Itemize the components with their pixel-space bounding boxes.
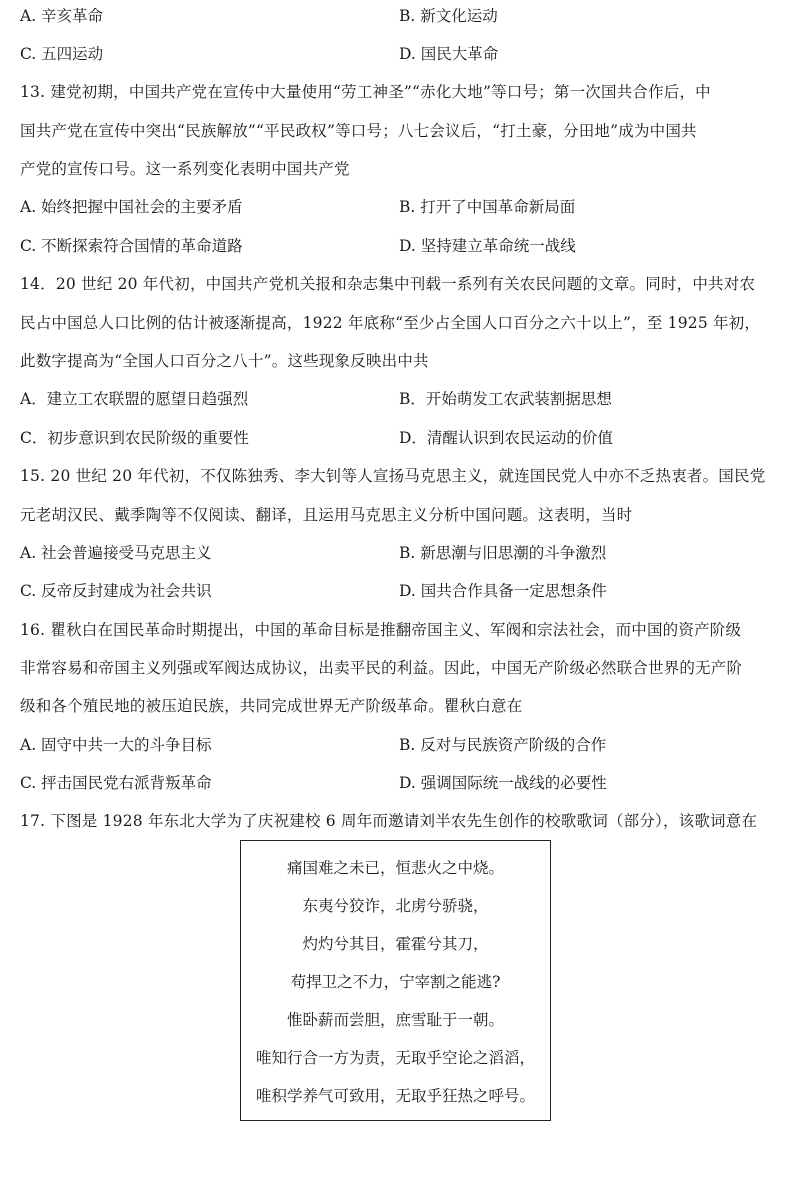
q12-option-d: D. 国民大革命: [399, 45, 499, 63]
lyric-line-1: 痛国难之未已，恒悲火之中烧。: [286, 859, 504, 877]
lyric-line-6: 唯知行合一方为责，无取乎空论之滔滔，: [255, 1049, 535, 1067]
q15-stem-line-2: 元老胡汉民、戴季陶等不仅阅读、翻译，且运用马克思主义分析中国问题。这表明，当时: [20, 506, 633, 524]
song-lyrics-box: [240, 840, 551, 1121]
q13-stem-line-2: 国共产党在宣传中突出“民族解放”“平民政权”等口号；八七会议后，“打土豪，分田地”成为中国共: [20, 122, 697, 140]
q15-stem-line-1: 15. 20 世纪 20 年代初，不仅陈独秀、李大钊等人宣扬马克思主义，就连国民党人中亦不乏热衷者。国民党: [20, 467, 766, 485]
q12-option-a: A. 辛亥革命: [20, 7, 104, 25]
q16-option-a: A. 固守中共一大的斗争目标: [20, 736, 212, 754]
q14-option-c: C．初步意识到农民阶级的重要性: [20, 429, 249, 447]
q13-option-d: D. 坚持建立革命统一战线: [399, 237, 576, 255]
q14-stem-line-1: 14．20 世纪 20 年代初，中国共产党机关报和杂志集中刊载一系列有关农民问题的文章。同时，中共对农: [20, 275, 756, 293]
q13-stem-line-3: 产党的宣传口号。这一系列变化表明中国共产党: [20, 160, 350, 178]
lyric-line-2: 东夷兮狡诈，北虏兮骄骁，: [302, 897, 489, 915]
q13-option-c: C. 不断探索符合国情的革命道路: [20, 237, 243, 255]
q14-stem-line-2: 民占中国总人口比例的估计被逐渐提高，1922 年底称“至少占全国人口百分之六十以上”，至 1925 年初，: [20, 314, 761, 332]
q15-option-b: B. 新思潮与旧思潮的斗争激烈: [399, 544, 607, 562]
q15-option-c: C. 反帝反封建成为社会共识: [20, 582, 212, 600]
q12-option-c: C. 五四运动: [20, 45, 104, 63]
q14-stem-line-3: 此数字提高为“全国人口百分之八十”。这些现象反映出中共: [20, 352, 429, 370]
lyric-line-3: 灼灼兮其目，霍霍兮其刀，: [302, 935, 489, 953]
q14-option-b: B．开始萌发工农武装割据思想: [399, 390, 612, 408]
q13-option-a: A. 始终把握中国社会的主要矛盾: [20, 198, 243, 216]
lyric-line-4: 苟捍卫之不力，宁宰割之能逃?: [290, 973, 501, 991]
q16-option-c: C. 抨击国民党右派背叛革命: [20, 774, 212, 792]
q16-stem-line-1: 16. 瞿秋白在国民革命时期提出，中国的革命目标是推翻帝国主义、军阀和宗法社会，而中国的资产阶级: [20, 621, 742, 639]
q16-option-b: B. 反对与民族资产阶级的合作: [399, 736, 607, 754]
q12-option-b: B. 新文化运动: [399, 7, 498, 25]
q16-option-d: D. 强调国际统一战线的必要性: [399, 774, 607, 792]
q13-option-b: B. 打开了中国革命新局面: [399, 198, 576, 216]
q16-stem-line-2: 非常容易和帝国主义列强或军阀达成协议，出卖平民的利益。因此，中国无产阶级必然联合世界的无产阶: [20, 659, 743, 677]
q17-stem-line-1: 17. 下图是 1928 年东北大学为了庆祝建校 6 周年而邀请刘半农先生创作的校歌歌词（部分），该歌词意在: [20, 812, 758, 830]
q16-stem-line-3: 级和各个殖民地的被压迫民族，共同完成世界无产阶级革命。瞿秋白意在: [20, 697, 523, 715]
lyric-line-7: 唯积学养气可致用，无取乎狂热之呼号。: [255, 1087, 535, 1105]
q15-option-a: A. 社会普遍接受马克思主义: [20, 544, 212, 562]
q15-option-d: D. 国共合作具备一定思想条件: [399, 582, 607, 600]
lyric-line-5: 惟卧薪而尝胆，庶雪耻于一朝。: [286, 1011, 504, 1029]
q14-option-d: D．清醒认识到农民运动的价值: [399, 429, 613, 447]
q14-option-a: A．建立工农联盟的愿望日趋强烈: [20, 390, 249, 408]
q13-stem-line-1: 13. 建党初期，中国共产党在宣传中大量使用“劳工神圣”“赤化大地”等口号；第一次国共合作后，中: [20, 83, 711, 101]
